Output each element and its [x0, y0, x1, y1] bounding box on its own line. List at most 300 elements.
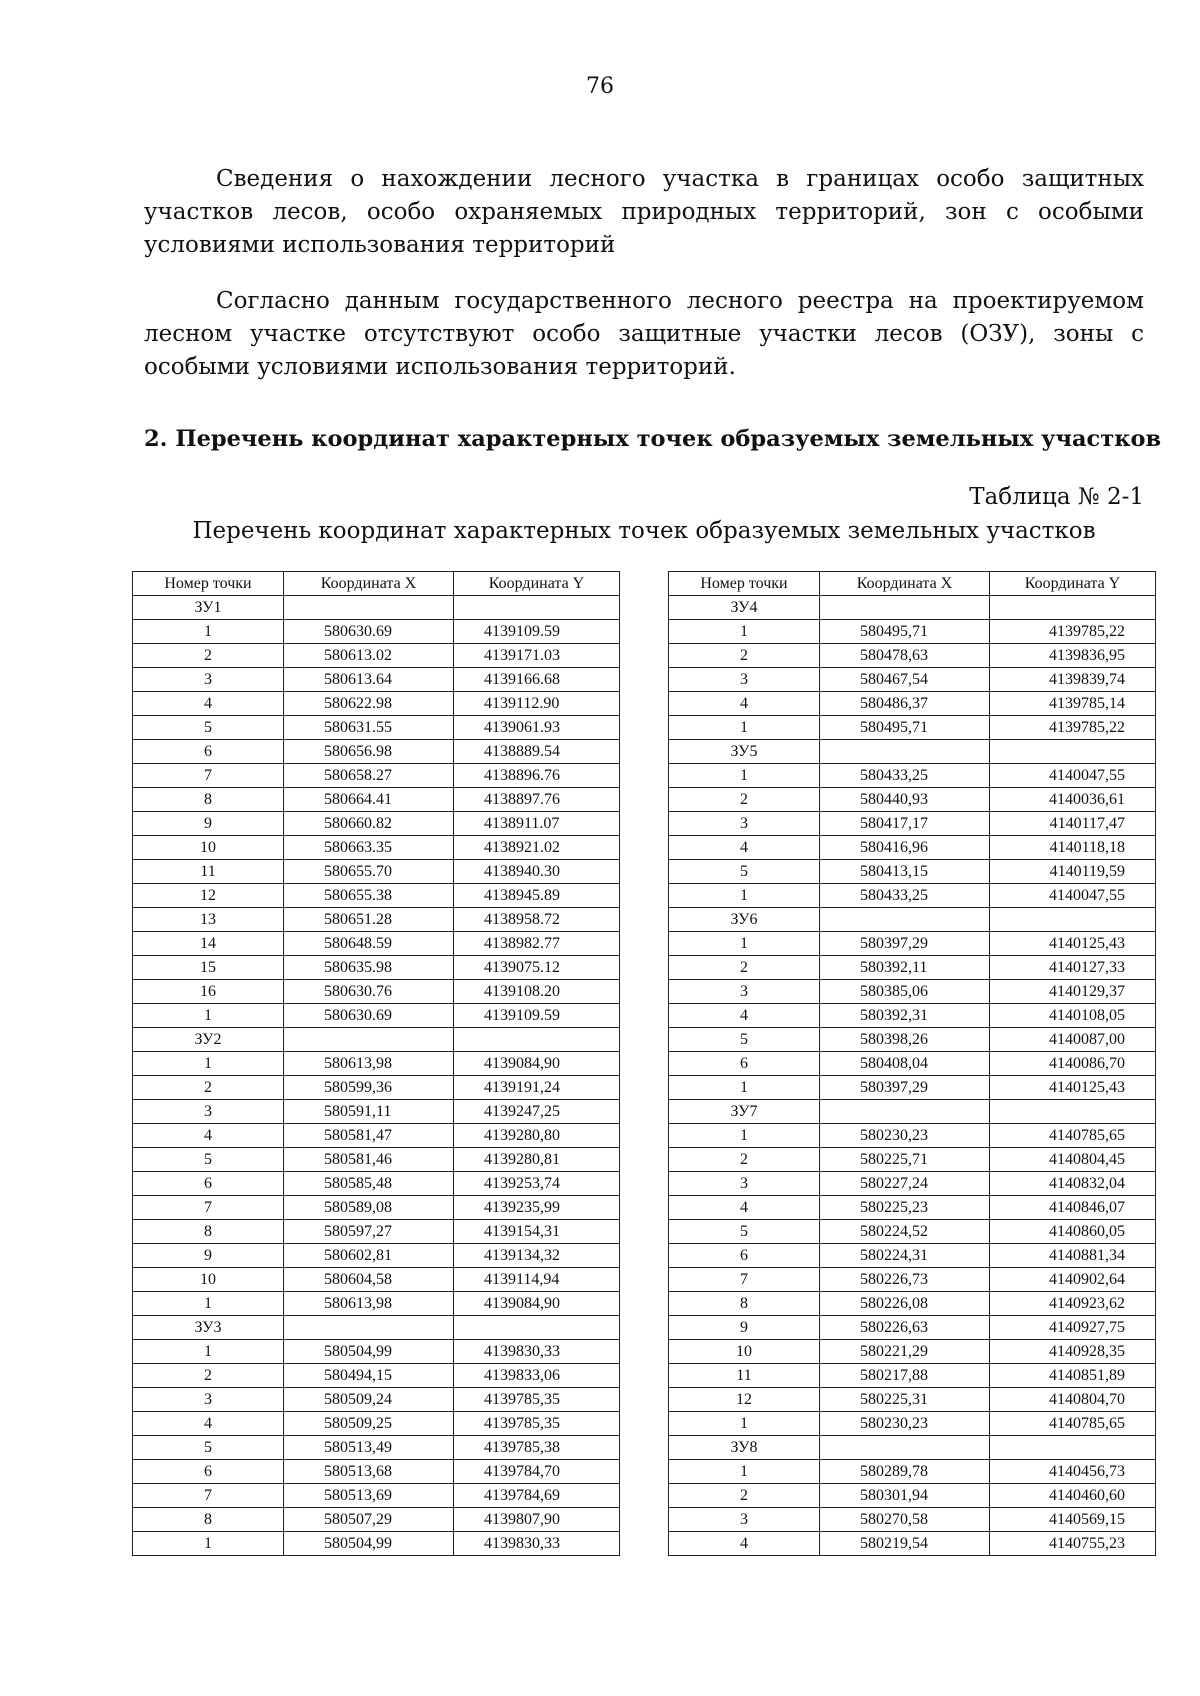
coordinate-y-cell: 4139171.03: [454, 644, 620, 668]
coordinate-x-cell: 580631.55: [284, 716, 454, 740]
point-number-cell: 3: [133, 1388, 284, 1412]
table-row: [133, 860, 620, 884]
table-row: [133, 1292, 620, 1316]
coordinate-y-cell: 4139280,81: [454, 1148, 620, 1172]
table-row: [669, 1028, 1156, 1052]
coordinate-x-cell: 580604,58: [284, 1268, 454, 1292]
coordinate-x-cell: 580230,23: [820, 1412, 990, 1436]
table-row: [669, 1172, 1156, 1196]
coordinate-y-cell: 4139785,14: [990, 692, 1156, 716]
coordinate-x-cell: 580270,58: [820, 1508, 990, 1532]
coordinate-y-cell: 4139807,90: [454, 1508, 620, 1532]
table-row: [133, 644, 620, 668]
table-row: [133, 1508, 620, 1532]
point-number-cell: ЗУ5: [669, 740, 820, 764]
point-number-cell: 3: [669, 980, 820, 1004]
coordinate-y-cell: 4139108.20: [454, 980, 620, 1004]
table-row: [133, 1268, 620, 1292]
coordinate-y-cell: 4140118,18: [990, 836, 1156, 860]
coordinate-x-cell: 580398,26: [820, 1028, 990, 1052]
coordinate-x-cell: 580602,81: [284, 1244, 454, 1268]
coordinate-y-cell: 4140804,70: [990, 1388, 1156, 1412]
coordinate-x-cell: [820, 908, 990, 932]
coordinate-y-cell: 4139134,32: [454, 1244, 620, 1268]
coordinate-y-cell: 4140785,65: [990, 1412, 1156, 1436]
coordinate-y-cell: 4139084,90: [454, 1052, 620, 1076]
table-row: [669, 980, 1156, 1004]
coordinate-y-cell: 4139836,95: [990, 644, 1156, 668]
coordinate-x-cell: 580664.41: [284, 788, 454, 812]
coordinate-x-cell: 580392,11: [820, 956, 990, 980]
point-number-cell: 5: [669, 1220, 820, 1244]
table-row: [133, 1244, 620, 1268]
point-number-cell: 2: [669, 788, 820, 812]
coordinate-x-cell: 580504,99: [284, 1532, 454, 1556]
table-row: [669, 812, 1156, 836]
point-number-cell: 13: [133, 908, 284, 932]
coordinate-x-cell: 580585,48: [284, 1172, 454, 1196]
coordinate-y-cell: 4139114,94: [454, 1268, 620, 1292]
coordinate-x-cell: 580648.59: [284, 932, 454, 956]
table-row: [133, 1412, 620, 1436]
coordinate-x-cell: 580225,23: [820, 1196, 990, 1220]
table-row: [133, 788, 620, 812]
header-coordinate-y: Координата Y: [454, 572, 620, 596]
point-number-cell: 1: [669, 884, 820, 908]
coordinate-x-cell: [820, 1100, 990, 1124]
table-row: [133, 740, 620, 764]
point-number-cell: 4: [669, 836, 820, 860]
coordinate-x-cell: 580581,47: [284, 1124, 454, 1148]
table-row: [669, 1340, 1156, 1364]
point-number-cell: 15: [133, 956, 284, 980]
point-number-cell: 8: [669, 1292, 820, 1316]
table-row: [133, 1388, 620, 1412]
table-row: [669, 1196, 1156, 1220]
coordinate-y-cell: [454, 1028, 620, 1052]
coordinate-y-cell: 4138911.07: [454, 812, 620, 836]
point-number-cell: 1: [669, 620, 820, 644]
coordinate-x-cell: 580509,24: [284, 1388, 454, 1412]
coordinate-y-cell: 4138896.76: [454, 764, 620, 788]
page-number: 76: [586, 74, 614, 99]
coordinate-y-cell: 4139839,74: [990, 668, 1156, 692]
table-row: [669, 644, 1156, 668]
table-row: [133, 1052, 620, 1076]
coordinate-x-cell: 580224,31: [820, 1244, 990, 1268]
coordinate-x-cell: 580655.38: [284, 884, 454, 908]
coordinate-x-cell: 580385,06: [820, 980, 990, 1004]
point-number-cell: 4: [669, 1196, 820, 1220]
table-row: [669, 740, 1156, 764]
coordinate-x-cell: 580416,96: [820, 836, 990, 860]
table-row: [133, 1076, 620, 1100]
table-row: [133, 1004, 620, 1028]
coordinate-y-cell: 4140902,64: [990, 1268, 1156, 1292]
table-row: [669, 668, 1156, 692]
paragraph-forest-registry: Согласно данным государственного лесного реестра на проектируемом лесном участке отсутствуют особо защитные участки лесов (ОЗУ), зоны с особыми условиями использования территорий.: [144, 288, 1144, 380]
table-caption: Перечень координат характерных точек образуемых земельных участков: [192, 518, 1096, 544]
point-number-cell: 6: [133, 740, 284, 764]
point-number-cell: 9: [669, 1316, 820, 1340]
point-number-cell: 4: [669, 692, 820, 716]
coordinate-x-cell: 580225,71: [820, 1148, 990, 1172]
header-coordinate-x: Координата X: [820, 572, 990, 596]
table-row: [669, 788, 1156, 812]
point-number-cell: 11: [669, 1364, 820, 1388]
table-row: [133, 764, 620, 788]
table-header-row: [669, 572, 1156, 596]
coordinate-x-cell: [820, 740, 990, 764]
coordinate-y-cell: 4139075.12: [454, 956, 620, 980]
table-row: [133, 1100, 620, 1124]
coordinate-x-cell: 580507,29: [284, 1508, 454, 1532]
point-number-cell: 8: [133, 1220, 284, 1244]
coordinate-y-cell: 4139112.90: [454, 692, 620, 716]
table-row: [133, 596, 620, 620]
coordinate-x-cell: 580655.70: [284, 860, 454, 884]
point-number-cell: 12: [669, 1388, 820, 1412]
table-row: [133, 668, 620, 692]
point-number-cell: 7: [133, 1196, 284, 1220]
coordinate-y-cell: 4140928,35: [990, 1340, 1156, 1364]
point-number-cell: 1: [669, 932, 820, 956]
coordinate-y-cell: 4139280,80: [454, 1124, 620, 1148]
coordinate-y-cell: 4140036,61: [990, 788, 1156, 812]
coordinate-y-cell: 4140923,62: [990, 1292, 1156, 1316]
table-row: [669, 1004, 1156, 1028]
coordinate-x-cell: 580225,31: [820, 1388, 990, 1412]
point-number-cell: 3: [669, 812, 820, 836]
coordinate-x-cell: 580663.35: [284, 836, 454, 860]
table-row: [669, 1076, 1156, 1100]
point-number-cell: 2: [133, 644, 284, 668]
point-number-cell: 16: [133, 980, 284, 1004]
coordinate-y-cell: 4139253,74: [454, 1172, 620, 1196]
point-number-cell: 4: [133, 692, 284, 716]
coordinate-x-cell: 580224,52: [820, 1220, 990, 1244]
coordinate-x-cell: 580651.28: [284, 908, 454, 932]
coordinate-y-cell: 4139833,06: [454, 1364, 620, 1388]
coordinate-y-cell: 4138982.77: [454, 932, 620, 956]
coordinate-y-cell: 4139785,22: [990, 620, 1156, 644]
point-number-cell: 2: [133, 1076, 284, 1100]
table-row: [133, 716, 620, 740]
coordinate-y-cell: 4140927,75: [990, 1316, 1156, 1340]
coordinate-y-cell: 4138945.89: [454, 884, 620, 908]
point-number-cell: 14: [133, 932, 284, 956]
coordinate-x-cell: 580417,17: [820, 812, 990, 836]
coordinate-x-cell: 580433,25: [820, 764, 990, 788]
coordinate-y-cell: 4139166.68: [454, 668, 620, 692]
table-row: [669, 1532, 1156, 1556]
table-row: [133, 980, 620, 1004]
table-row: [133, 1220, 620, 1244]
coordinate-x-cell: 580289,78: [820, 1460, 990, 1484]
table-row: [133, 836, 620, 860]
coordinate-x-cell: 580397,29: [820, 1076, 990, 1100]
coordinate-x-cell: 580467,54: [820, 668, 990, 692]
table-row: [669, 1220, 1156, 1244]
table-row: [133, 692, 620, 716]
table-row: [133, 956, 620, 980]
point-number-cell: 8: [133, 788, 284, 812]
point-number-cell: 1: [669, 1460, 820, 1484]
table-row: [669, 860, 1156, 884]
coordinate-x-cell: [284, 596, 454, 620]
point-number-cell: 3: [669, 1508, 820, 1532]
coordinate-x-cell: 580513,68: [284, 1460, 454, 1484]
coordinate-x-cell: 580219,54: [820, 1532, 990, 1556]
coordinate-x-cell: 580613,98: [284, 1292, 454, 1316]
table-row: [669, 1460, 1156, 1484]
coordinate-y-cell: 4139109.59: [454, 620, 620, 644]
coordinate-x-cell: 580613.02: [284, 644, 454, 668]
coordinate-x-cell: 580504,99: [284, 1340, 454, 1364]
point-number-cell: 3: [133, 668, 284, 692]
coordinate-y-cell: 4140125,43: [990, 1076, 1156, 1100]
table-row: [133, 620, 620, 644]
point-number-cell: 5: [133, 1436, 284, 1460]
point-number-cell: 6: [669, 1244, 820, 1268]
section-heading: 2. Перечень координат характерных точек образуемых земельных участков: [144, 426, 1162, 452]
coordinate-x-cell: 580613.64: [284, 668, 454, 692]
table-row: [669, 1268, 1156, 1292]
point-number-cell: 1: [669, 1412, 820, 1436]
coordinate-y-cell: 4140119,59: [990, 860, 1156, 884]
table-row: [669, 764, 1156, 788]
coordinate-x-cell: 580478,63: [820, 644, 990, 668]
table-row: [133, 812, 620, 836]
point-number-cell: 1: [133, 1052, 284, 1076]
table-row: [669, 1436, 1156, 1460]
coordinate-y-cell: 4140804,45: [990, 1148, 1156, 1172]
coordinate-x-cell: 580635.98: [284, 956, 454, 980]
coordinate-y-cell: 4139109.59: [454, 1004, 620, 1028]
coordinates-table-right: [668, 571, 1156, 1556]
point-number-cell: 11: [133, 860, 284, 884]
point-number-cell: 6: [133, 1460, 284, 1484]
table-row: [133, 1436, 620, 1460]
coordinate-y-cell: 4139785,38: [454, 1436, 620, 1460]
coordinate-y-cell: [990, 1100, 1156, 1124]
point-number-cell: 5: [133, 716, 284, 740]
point-number-cell: 10: [669, 1340, 820, 1364]
coordinate-x-cell: 580630.69: [284, 620, 454, 644]
coordinate-y-cell: [990, 740, 1156, 764]
table-row: [669, 692, 1156, 716]
point-number-cell: 10: [133, 836, 284, 860]
coordinate-y-cell: 4140087,00: [990, 1028, 1156, 1052]
coordinate-x-cell: 580408,04: [820, 1052, 990, 1076]
point-number-cell: 4: [669, 1004, 820, 1028]
coordinate-x-cell: 580599,36: [284, 1076, 454, 1100]
point-number-cell: 8: [133, 1508, 284, 1532]
coordinate-x-cell: 580622.98: [284, 692, 454, 716]
coordinate-x-cell: 580658.27: [284, 764, 454, 788]
table-row: [669, 1364, 1156, 1388]
table-row: [133, 1172, 620, 1196]
table-row: [669, 908, 1156, 932]
coordinate-x-cell: 580392,31: [820, 1004, 990, 1028]
point-number-cell: 2: [669, 644, 820, 668]
coordinate-y-cell: 4140846,07: [990, 1196, 1156, 1220]
coordinate-y-cell: 4139830,33: [454, 1340, 620, 1364]
table-row: [669, 836, 1156, 860]
table-row: [133, 1316, 620, 1340]
table-number: Таблица № 2-1: [969, 484, 1144, 510]
coordinate-y-cell: [454, 1316, 620, 1340]
coordinate-y-cell: 4140832,04: [990, 1172, 1156, 1196]
coordinate-x-cell: 580433,25: [820, 884, 990, 908]
coordinate-y-cell: 4138940.30: [454, 860, 620, 884]
point-number-cell: 10: [133, 1268, 284, 1292]
coordinate-x-cell: 580230,23: [820, 1124, 990, 1148]
table-row: [669, 1292, 1156, 1316]
table-row: [669, 596, 1156, 620]
coordinate-x-cell: 580513,49: [284, 1436, 454, 1460]
point-number-cell: 1: [669, 1124, 820, 1148]
coordinate-y-cell: 4140881,34: [990, 1244, 1156, 1268]
coordinate-y-cell: 4140117,47: [990, 812, 1156, 836]
point-number-cell: 2: [133, 1364, 284, 1388]
coordinate-y-cell: 4139785,35: [454, 1388, 620, 1412]
coordinate-x-cell: [820, 596, 990, 620]
table-row: [133, 884, 620, 908]
coordinate-x-cell: 580226,63: [820, 1316, 990, 1340]
coordinate-x-cell: 580495,71: [820, 620, 990, 644]
table-row: [669, 932, 1156, 956]
header-point-number: Номер точки: [133, 572, 284, 596]
coordinate-x-cell: 580597,27: [284, 1220, 454, 1244]
coordinate-x-cell: 580495,71: [820, 716, 990, 740]
coordinate-x-cell: 580513,69: [284, 1484, 454, 1508]
table-row: [669, 1412, 1156, 1436]
point-number-cell: 6: [133, 1172, 284, 1196]
coordinate-y-cell: 4138958.72: [454, 908, 620, 932]
coordinate-y-cell: 4140569,15: [990, 1508, 1156, 1532]
point-number-cell: ЗУ2: [133, 1028, 284, 1052]
coordinate-x-cell: 580226,73: [820, 1268, 990, 1292]
coordinate-y-cell: 4139784,69: [454, 1484, 620, 1508]
coordinate-y-cell: 4139830,33: [454, 1532, 620, 1556]
point-number-cell: 3: [133, 1100, 284, 1124]
coordinate-x-cell: 580301,94: [820, 1484, 990, 1508]
point-number-cell: 7: [133, 1484, 284, 1508]
point-number-cell: 1: [669, 1076, 820, 1100]
coordinate-x-cell: 580226,08: [820, 1292, 990, 1316]
coordinate-y-cell: 4140860,05: [990, 1220, 1156, 1244]
coordinate-x-cell: [284, 1316, 454, 1340]
table-row: [133, 1484, 620, 1508]
coordinate-x-cell: 580221,29: [820, 1340, 990, 1364]
point-number-cell: ЗУ8: [669, 1436, 820, 1460]
point-number-cell: 1: [133, 1532, 284, 1556]
coordinate-y-cell: 4140460,60: [990, 1484, 1156, 1508]
table-row: [669, 956, 1156, 980]
coordinate-y-cell: 4140785,65: [990, 1124, 1156, 1148]
coordinate-x-cell: 580630.69: [284, 1004, 454, 1028]
table-row: [669, 620, 1156, 644]
coordinate-y-cell: 4140086,70: [990, 1052, 1156, 1076]
table-row: [669, 1316, 1156, 1340]
coordinate-x-cell: 580589,08: [284, 1196, 454, 1220]
coordinate-x-cell: 580613,98: [284, 1052, 454, 1076]
point-number-cell: 2: [669, 1148, 820, 1172]
table-row: [669, 716, 1156, 740]
coordinate-x-cell: 580494,15: [284, 1364, 454, 1388]
table-row: [133, 1196, 620, 1220]
table-row: [133, 1460, 620, 1484]
coordinate-y-cell: 4139191,24: [454, 1076, 620, 1100]
coordinate-x-cell: [820, 1436, 990, 1460]
table-header-row: [133, 572, 620, 596]
coordinate-y-cell: 4140108,05: [990, 1004, 1156, 1028]
coordinate-y-cell: [990, 596, 1156, 620]
table-row: [133, 1124, 620, 1148]
point-number-cell: 2: [669, 1484, 820, 1508]
table-row: [669, 1124, 1156, 1148]
coordinate-x-cell: 580413,15: [820, 860, 990, 884]
coordinate-y-cell: [990, 908, 1156, 932]
point-number-cell: 4: [133, 1124, 284, 1148]
paragraph-protected-areas: Сведения о нахождении лесного участка в границах особо защитных участков лесов, особо охраняемых природных территорий, зон с особыми условиями использования территорий: [144, 166, 1144, 258]
coordinates-table-left: [132, 571, 620, 1556]
point-number-cell: ЗУ3: [133, 1316, 284, 1340]
point-number-cell: 9: [133, 812, 284, 836]
coordinate-x-cell: 580591,11: [284, 1100, 454, 1124]
coordinate-y-cell: 4140047,55: [990, 884, 1156, 908]
coordinate-y-cell: 4139785,35: [454, 1412, 620, 1436]
coordinate-x-cell: 580660.82: [284, 812, 454, 836]
coordinate-y-cell: 4139785,22: [990, 716, 1156, 740]
coordinate-y-cell: 4139154,31: [454, 1220, 620, 1244]
coordinate-x-cell: 580227,24: [820, 1172, 990, 1196]
coordinate-x-cell: 580656.98: [284, 740, 454, 764]
coordinate-y-cell: [990, 1436, 1156, 1460]
point-number-cell: 3: [669, 668, 820, 692]
coordinate-x-cell: 580486,37: [820, 692, 990, 716]
point-number-cell: 1: [669, 716, 820, 740]
table-row: [669, 1052, 1156, 1076]
coordinate-y-cell: 4140125,43: [990, 932, 1156, 956]
point-number-cell: 6: [669, 1052, 820, 1076]
coordinate-y-cell: 4138889.54: [454, 740, 620, 764]
coordinate-y-cell: 4138897.76: [454, 788, 620, 812]
point-number-cell: 4: [133, 1412, 284, 1436]
coordinate-x-cell: 580630.76: [284, 980, 454, 1004]
table-row: [669, 1100, 1156, 1124]
coordinate-y-cell: 4138921.02: [454, 836, 620, 860]
table-row: [669, 1244, 1156, 1268]
table-row: [133, 932, 620, 956]
header-coordinate-x: Координата X: [284, 572, 454, 596]
table-row: [669, 884, 1156, 908]
coordinate-x-cell: 580397,29: [820, 932, 990, 956]
point-number-cell: 9: [133, 1244, 284, 1268]
coordinate-y-cell: 4139235,99: [454, 1196, 620, 1220]
point-number-cell: ЗУ1: [133, 596, 284, 620]
point-number-cell: 4: [669, 1532, 820, 1556]
table-row: [133, 1028, 620, 1052]
point-number-cell: 1: [133, 1340, 284, 1364]
coordinate-x-cell: 580581,46: [284, 1148, 454, 1172]
coordinate-x-cell: [284, 1028, 454, 1052]
table-row: [669, 1484, 1156, 1508]
point-number-cell: 3: [669, 1172, 820, 1196]
point-number-cell: ЗУ4: [669, 596, 820, 620]
coordinate-y-cell: 4140047,55: [990, 764, 1156, 788]
